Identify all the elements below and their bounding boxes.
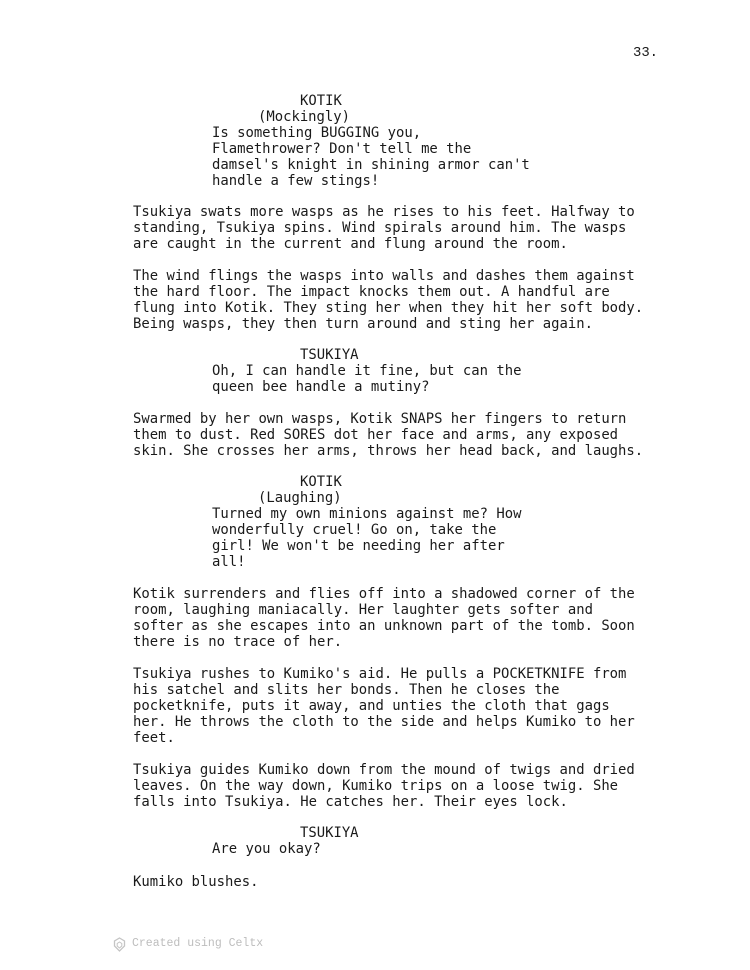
celtx-footer — [113, 936, 263, 952]
character-name: KOTIK — [300, 474, 342, 490]
parenthetical: (Laughing) — [258, 490, 342, 506]
page-number: 33. — [633, 45, 659, 61]
character-name: KOTIK — [300, 93, 342, 109]
action-paragraph: The wind flings the wasps into walls and dashes them against the hard floor. The impact knocks them out. A handful are flung into Kotik. They sting her when they hit her soft body. Being wasps, they then turn around and sting her again. — [133, 268, 644, 332]
action-paragraph: Kotik surrenders and flies off into a shadowed corner of the room, laughing maniacally. Her laughter gets softer and softer as she escapes into an unknown part of the tomb. Soon there is no trace of her. — [133, 586, 635, 650]
dialogue: Are you okay? — [212, 841, 321, 857]
character-name: TSUKIYA — [300, 825, 359, 841]
footer-text: Created using Celtx — [132, 937, 264, 950]
character-name: TSUKIYA — [300, 347, 359, 363]
action-paragraph: Swarmed by her own wasps, Kotik SNAPS her fingers to return them to dust. Red SORES dot her face and arms, any exposed skin. She crosses her arms, throws her head back, and laughs. — [133, 411, 644, 459]
action-paragraph: Tsukiya guides Kumiko down from the mound of twigs and dried leaves. On the way down, Kumiko trips on a loose twig. She falls into Tsukiya. He catches her. Their eyes lock. — [133, 762, 635, 810]
action-paragraph: Kumiko blushes. — [133, 874, 259, 890]
dialogue: Oh, I can handle it fine, but can the queen bee handle a mutiny? — [212, 363, 522, 395]
action-paragraph: Tsukiya swats more wasps as he rises to his feet. Halfway to standing, Tsukiya spins. Wind spirals around him. The wasps are caught in the current and flung around the room. — [133, 204, 635, 252]
dialogue: Turned my own minions against me? How wonderfully cruel! Go on, take the girl! We won't be needing her after all! — [212, 506, 522, 570]
dialogue: Is something BUGGING you, Flamethrower? Don't tell me the damsel's knight in shining armor can't handle a few stings! — [212, 125, 530, 189]
celtx-logo-icon — [113, 937, 126, 952]
action-paragraph: Tsukiya rushes to Kumiko's aid. He pulls a POCKETKNIFE from his satchel and slits her bonds. Then he closes the pocketknife, puts it away, and unties the cloth that gags her. He throws the cloth to the side and helps Kumiko to her feet. — [133, 666, 635, 746]
parenthetical: (Mockingly) — [258, 109, 350, 125]
